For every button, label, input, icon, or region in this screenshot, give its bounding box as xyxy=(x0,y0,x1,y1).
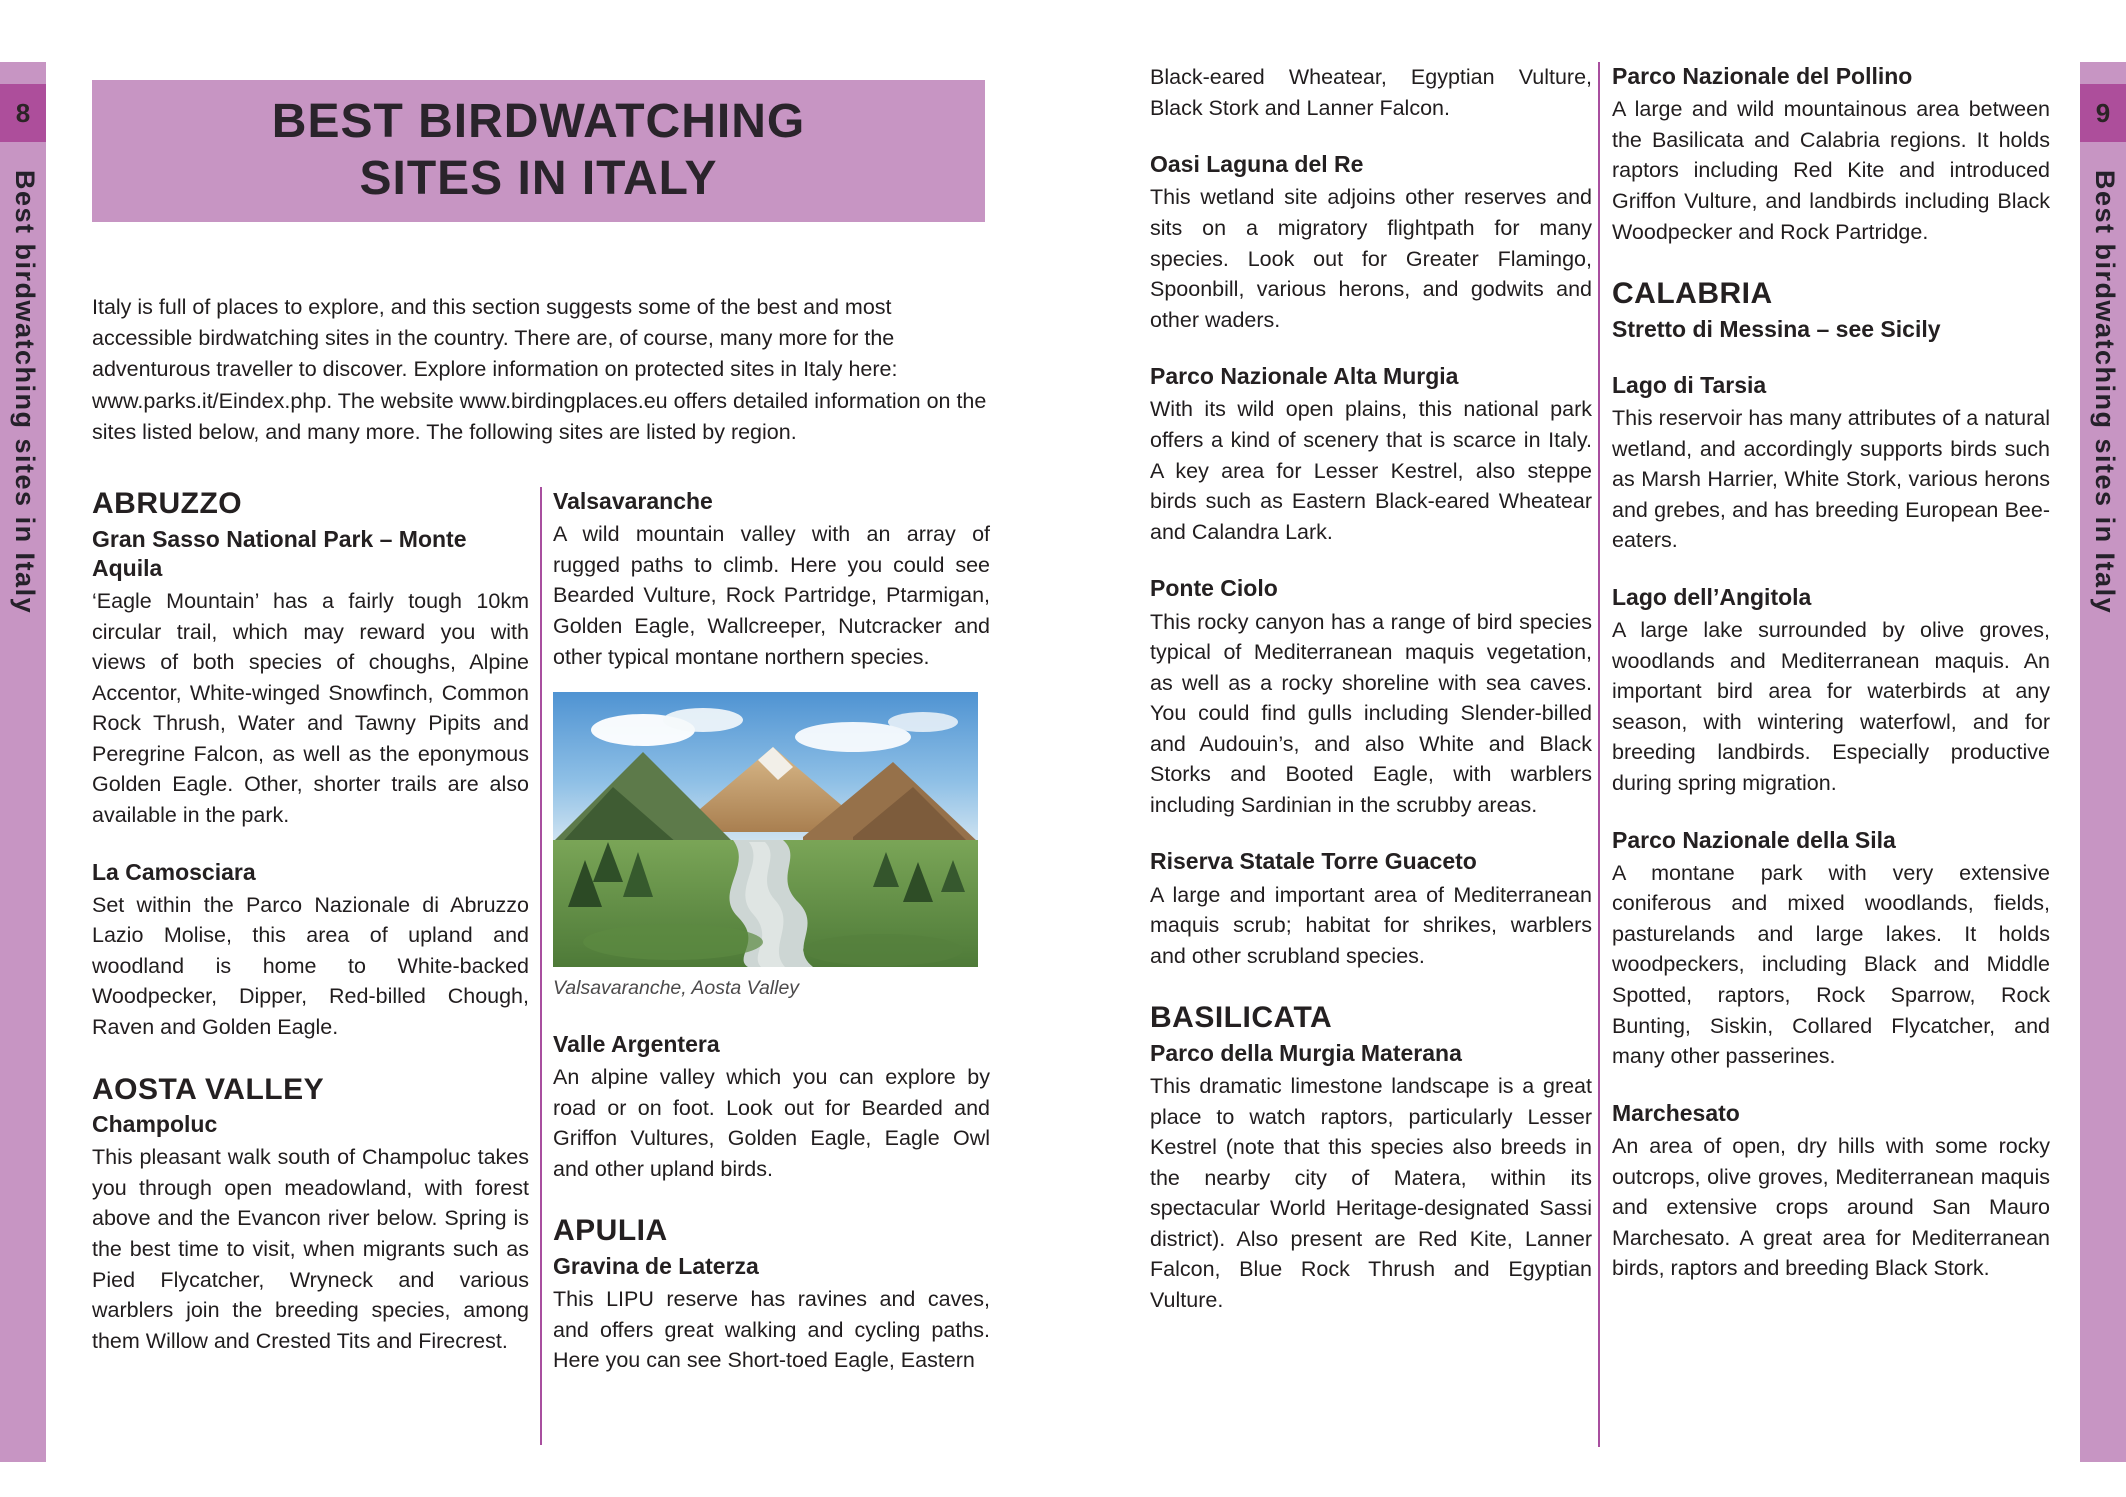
column-divider-right-page xyxy=(1598,62,1600,1447)
region-heading-apulia: APULIA xyxy=(553,1214,668,1248)
page-title-banner xyxy=(92,80,985,222)
page-title-line-1: BEST BIRDWATCHING xyxy=(271,95,806,149)
body-paragraph-oasi-laguna-del-re: This wetland site adjoins other reserves and sits on a migratory flightpath for many species. Look out for Greater Flamingo, Spoonbill, various herons, and godwits and other waders. xyxy=(1150,185,1592,332)
column-4 xyxy=(1612,62,2050,1284)
body-paragraph-gravina-de-laterza: This LIPU reserve has ravines and caves, and offers great walking and cycling paths. Here you can see Short-toed Eagle, Eastern xyxy=(553,1287,990,1373)
right-page-sidebar xyxy=(2080,62,2126,1462)
column-3 xyxy=(1150,62,1592,1315)
photo-valsavaranche xyxy=(553,692,978,1003)
region-heading-abruzzo: ABRUZZO xyxy=(92,487,243,520)
mountain-valley-illustration xyxy=(553,692,978,967)
left-sidebar-running-title: Best birdwatching sites in Italy xyxy=(10,170,40,615)
right-page-number: 9 xyxy=(2080,84,2126,142)
site-heading-ponte-ciolo: Ponte Ciolo xyxy=(1150,575,1278,602)
site-heading-stretto-di-messina: Stretto di Messina – see Sicily xyxy=(1612,315,1941,342)
site-heading-murgia-materana: Parco della Murgia Materana xyxy=(1150,1039,1462,1066)
left-page-sidebar xyxy=(0,62,46,1462)
site-heading-la-camosciara: La Camosciara xyxy=(92,858,256,885)
body-paragraph-valsavaranche: A wild mountain valley with an array of rugged paths to climb. Here you could see Bearded Vulture, Rock Partridge, Ptarmigan, Golden Eagle, Wallcreeper, Nutcracker and other typical montane northern species. xyxy=(553,522,990,669)
body-paragraph-torre-guaceto: A large and important area of Mediterranean maquis scrub; habitat for shrikes, warblers and other scrubland species. xyxy=(1150,882,1592,968)
site-heading-oasi-laguna-del-re: Oasi Laguna del Re xyxy=(1150,151,1364,178)
region-heading-basilicata: BASILICATA xyxy=(1150,1001,1333,1035)
body-paragraph-la-camosciara: Set within the Parco Nazionale di Abruzzo Lazio Molise, this area of upland and woodland is home to White-backed Woodpecker, Dipper, Red-billed Chough, Raven and Golden Eagle. xyxy=(92,892,529,1039)
body-paragraph-lago-di-tarsia: This reservoir has many attributes of a natural wetland, and accordingly supports birds such as Marsh Harrier, White Stork, various herons and grebes, and has breeding European Bee-eaters. xyxy=(1612,406,2050,553)
page-title-line-2: SITES IN ITALY xyxy=(359,152,718,205)
body-paragraph-lago-dell-angitola: A large lake surrounded by olive groves, woodlands and Mediterranean maquis. An important bird area for waterbirds at any season, with wintering waterfowl, and for breeding landbirds. Especially productive during spring migration. xyxy=(1612,618,2050,795)
site-heading-valle-argentera: Valle Argentera xyxy=(553,1030,720,1057)
site-heading-valsavaranche: Valsavaranche xyxy=(553,488,713,514)
body-paragraph-gravina-continued: Black-eared Wheatear, Egyptian Vulture, Black Stork and Lanner Falcon. xyxy=(1150,65,1592,120)
body-paragraph-alta-murgia: With its wild open plains, this national park offers a kind of scenery that is scarce in Italy. A key area for Lesser Kestrel, also steppe birds such as Eastern Black-eared Wheatear and Calandra Lark. xyxy=(1150,397,1592,544)
site-heading-marchesato: Marchesato xyxy=(1612,1099,1740,1126)
region-heading-aosta-valley: AOSTA VALLEY xyxy=(92,1072,325,1106)
site-heading-champoluc: Champoluc xyxy=(92,1111,218,1138)
site-heading-lago-dell-angitola: Lago dell’Angitola xyxy=(1612,583,1812,610)
photo-caption: Valsavaranche, Aosta Valley xyxy=(553,977,800,1000)
left-page-number: 8 xyxy=(0,84,46,142)
body-paragraph-champoluc: This pleasant walk south of Champoluc takes you through open meadowland, with forest above and the Evancon river below. Spring is the best time to visit, when migrants such as Pied Flycatcher, Wryneck and various warblers join the breeding species, among them Willow and Crested Tits and Firecrest. xyxy=(92,1145,529,1353)
site-heading-pollino: Parco Nazionale del Pollino xyxy=(1612,63,1913,89)
body-paragraph-pollino: A large and wild mountainous area between the Basilicata and Calabria regions. It holds raptors including Red Kite and introduced Griffon Vulture, and landbirds including Black Woodpecker and Rock Partridge. xyxy=(1612,97,2050,244)
site-heading-lago-di-tarsia: Lago di Tarsia xyxy=(1612,371,1767,398)
body-paragraph-valle-argentera: An alpine valley which you can explore by road or on foot. Look out for Bearded and Griffon Vultures, Golden Eagle, Eagle Owl and other upland birds. xyxy=(553,1065,990,1181)
site-heading-torre-guaceto: Riserva Statale Torre Guaceto xyxy=(1150,848,1477,875)
body-paragraph-marchesato: An area of open, dry hills with some rocky outcrops, olive groves, Mediterranean maquis and extensive crops around San Mauro Marchesato. A great area for Mediterranean birds, raptors and breeding Black Stork. xyxy=(1612,1133,2050,1281)
site-heading-gran-sasso: Gran Sasso National Park – Monte Aquila xyxy=(92,525,467,581)
column-divider-left-page xyxy=(540,487,542,1445)
region-heading-calabria: CALABRIA xyxy=(1612,277,1773,311)
body-paragraph-della-sila: A montane park with very extensive coniferous and mixed woodlands, fields, pasturelands and large lakes. It holds woodpeckers, including Black and Middle Spotted, raptors, Rock Sparrow, Rock Bunting, Siskin, Collared Flycatcher, and many other passerines. xyxy=(1612,860,2050,1069)
site-heading-gravina-de-laterza: Gravina de Laterza xyxy=(553,1252,759,1279)
column-2 xyxy=(553,487,990,1376)
body-paragraph-murgia-materana: This dramatic limestone landscape is a great place to watch raptors, particularly Lesser Kestrel (note that this species also breeds in the nearby city of Matera, within its spectacular World Heritage-designated Sassi district). Also present are Red Kite, Lanner Falcon, Blue Rock Thrush and Egyptian Vulture. xyxy=(1150,1074,1592,1312)
right-sidebar-running-title: Best birdwatching sites in Italy xyxy=(2090,170,2120,615)
intro-paragraph: Italy is full of places to explore, and this section suggests some of the best and most accessible birdwatching sites in the country. There are, of course, many more for the adventurous traveller to discover. Explore information on protected sites in Italy here: www.parks.it/Eindex.php. The website www.birdingplaces.eu offers detailed information on the sites listed below, and many more. The following sites are listed by region. xyxy=(92,294,987,444)
body-paragraph-ponte-ciolo: This rocky canyon has a range of bird species typical of Mediterranean maquis vegetation, as well as a rocky shoreline with sea caves. You could find gulls including Slender-billed and Audouin’s, and also White and Black Storks and Booted Eagle, with warblers including Sardinian in the scrubby areas. xyxy=(1150,609,1592,817)
site-heading-alta-murgia: Parco Nazionale Alta Murgia xyxy=(1150,363,1459,390)
column-1 xyxy=(92,487,529,1356)
site-heading-della-sila: Parco Nazionale della Sila xyxy=(1612,826,1896,853)
body-paragraph-gran-sasso: ‘Eagle Mountain’ has a fairly tough 10km circular trail, which may reward you with views of both species of choughs, Alpine Accentor, White-winged Snowfinch, Common Rock Thrush, Water and Tawny Pipits and Peregrine Falcon, as well as the eponymous Golden Eagle. Other, shorter trails are also available in the park. xyxy=(92,589,529,827)
